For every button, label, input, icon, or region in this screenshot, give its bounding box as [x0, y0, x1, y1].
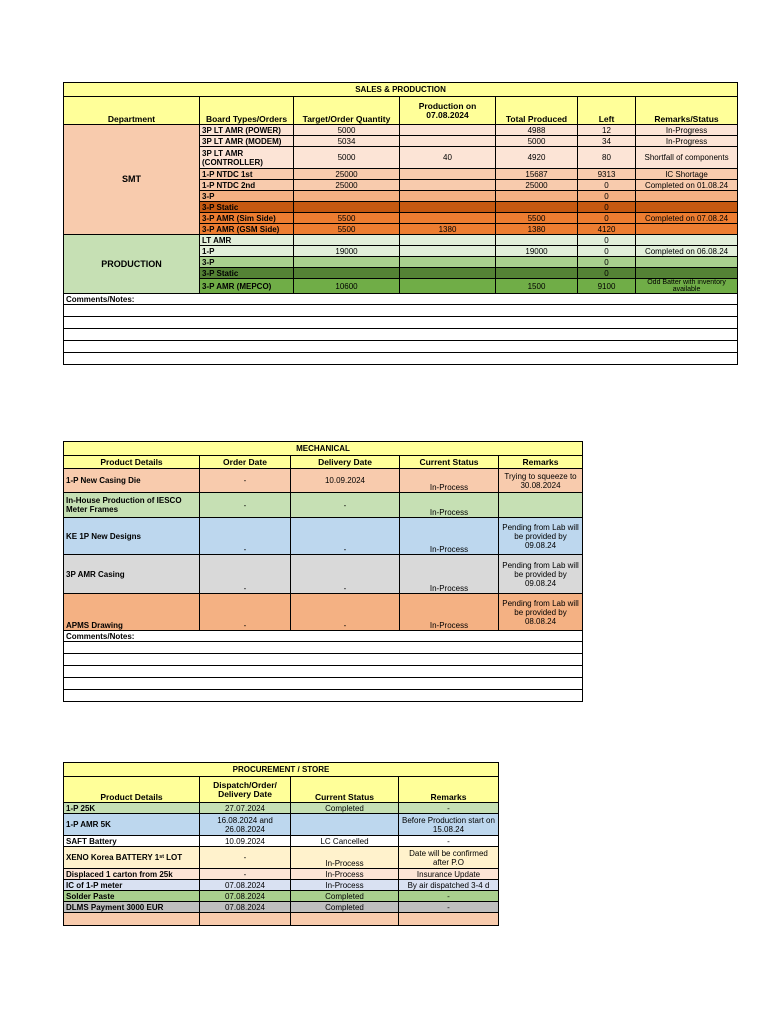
left-cell: 0	[578, 180, 636, 191]
remarks-cell: Insurance Update	[399, 869, 499, 880]
delivery-date-cell: 10.09.2024	[291, 469, 400, 493]
product-cell: APMS Drawing	[64, 594, 200, 631]
remarks-cell	[636, 224, 738, 235]
production-cell: 40	[400, 147, 496, 169]
column-header: Dispatch/Order/ Delivery Date	[200, 777, 291, 803]
column-header: Product Details	[64, 456, 200, 469]
order-date-cell: -	[200, 469, 291, 493]
status-cell: In-Process	[400, 594, 499, 631]
production-cell	[400, 136, 496, 147]
column-header: Current Status	[291, 777, 399, 803]
left-cell: 12	[578, 125, 636, 136]
board-type-cell: 3-P	[200, 191, 294, 202]
status-cell	[291, 814, 399, 836]
target-cell: 5500	[294, 224, 400, 235]
delivery-date-cell: -	[291, 594, 400, 631]
total-produced-cell	[496, 202, 578, 213]
date-cell: 07.08.2024	[200, 891, 291, 902]
left-cell: 9313	[578, 169, 636, 180]
status-cell: Completed	[291, 891, 399, 902]
target-cell: 5000	[294, 147, 400, 169]
production-cell	[400, 246, 496, 257]
sales-production-table	[63, 82, 738, 365]
remarks-cell: -	[399, 836, 499, 847]
target-cell	[294, 191, 400, 202]
column-header: Target/Order Quantity	[294, 97, 400, 125]
target-cell	[294, 235, 400, 246]
production-cell	[400, 279, 496, 294]
production-cell: 1380	[400, 224, 496, 235]
column-header: Left	[578, 97, 636, 125]
notes-cell[interactable]	[64, 341, 738, 353]
production-cell	[400, 125, 496, 136]
column-header: Production on 07.08.2024	[400, 97, 496, 125]
order-date-cell: -	[200, 594, 291, 631]
status-cell	[291, 913, 399, 926]
total-produced-cell	[496, 268, 578, 279]
left-cell: 0	[578, 202, 636, 213]
total-produced-cell: 4988	[496, 125, 578, 136]
target-cell	[294, 268, 400, 279]
table-row	[64, 493, 583, 518]
remarks-cell	[499, 493, 583, 518]
target-cell: 10600	[294, 279, 400, 294]
remarks-cell: Shortfall of components	[636, 147, 738, 169]
left-cell: 4120	[578, 224, 636, 235]
left-cell: 0	[578, 235, 636, 246]
notes-line[interactable]	[64, 678, 583, 690]
total-produced-cell: 5000	[496, 136, 578, 147]
notes-cell[interactable]	[64, 690, 583, 702]
table-row	[64, 555, 583, 594]
notes-cell[interactable]	[64, 353, 738, 365]
procurement-store-table	[63, 762, 499, 926]
notes-line[interactable]	[64, 341, 738, 353]
remarks-cell	[399, 913, 499, 926]
left-cell: 9100	[578, 279, 636, 294]
mechanical-table	[63, 441, 583, 702]
date-cell: 07.08.2024	[200, 880, 291, 891]
product-cell: In-House Production of IESCO Meter Frames	[64, 493, 200, 518]
product-cell: Solder Paste	[64, 891, 200, 902]
board-type-cell: LT AMR	[200, 235, 294, 246]
remarks-cell	[636, 191, 738, 202]
target-cell: 5000	[294, 125, 400, 136]
left-cell: 80	[578, 147, 636, 169]
notes-line[interactable]	[64, 690, 583, 702]
production-cell	[400, 213, 496, 224]
target-cell: 19000	[294, 246, 400, 257]
total-produced-cell: 1500	[496, 279, 578, 294]
column-header: Board Types/Orders	[200, 97, 294, 125]
board-type-cell: 1-P NTDC 1st	[200, 169, 294, 180]
comments-label: Comments/Notes:	[64, 294, 738, 305]
product-cell: IC of 1-P meter	[64, 880, 200, 891]
delivery-date-cell: -	[291, 493, 400, 518]
product-cell: 1-P AMR 5K	[64, 814, 200, 836]
target-cell: 25000	[294, 169, 400, 180]
production-cell	[400, 257, 496, 268]
remarks-cell: -	[399, 803, 499, 814]
remarks-cell: -	[399, 902, 499, 913]
table-row	[64, 803, 499, 814]
remarks-cell	[636, 235, 738, 246]
remarks-cell: IC Shortage	[636, 169, 738, 180]
column-header: Product Details	[64, 777, 200, 803]
target-cell: 5500	[294, 213, 400, 224]
remarks-cell: In-Progress	[636, 136, 738, 147]
comments-label: Comments/Notes:	[64, 631, 583, 642]
column-header: Department	[64, 97, 200, 125]
target-cell: 25000	[294, 180, 400, 191]
section-title: PROCUREMENT / STORE	[64, 763, 499, 777]
notes-line[interactable]	[64, 317, 738, 329]
board-type-cell: 3-P AMR (GSM Side)	[200, 224, 294, 235]
status-cell: Completed	[291, 902, 399, 913]
notes-line[interactable]	[64, 642, 583, 654]
column-header: Current Status	[400, 456, 499, 469]
board-type-cell: 3P LT AMR (POWER)	[200, 125, 294, 136]
notes-cell[interactable]	[64, 329, 738, 341]
notes-line[interactable]	[64, 305, 738, 317]
table-row	[64, 847, 499, 869]
notes-cell[interactable]	[64, 678, 583, 690]
notes-cell[interactable]	[64, 305, 738, 317]
board-type-cell: 1-P	[200, 246, 294, 257]
comments-row	[64, 294, 738, 305]
remarks-cell: Before Production start on 15.08.24	[399, 814, 499, 836]
board-type-cell: 3-P AMR (MEPCO)	[200, 279, 294, 294]
column-header: Remarks	[499, 456, 583, 469]
remarks-cell: Trying to squeeze to 30.08.2024	[499, 469, 583, 493]
left-cell: 0	[578, 213, 636, 224]
total-produced-cell: 5500	[496, 213, 578, 224]
total-produced-cell: 15687	[496, 169, 578, 180]
delivery-date-cell: -	[291, 518, 400, 555]
order-date-cell: -	[200, 518, 291, 555]
date-cell: 16.08.2024 and 26.08.2024	[200, 814, 291, 836]
column-header: Total Produced	[496, 97, 578, 125]
production-cell	[400, 202, 496, 213]
status-cell: LC Cancelled	[291, 836, 399, 847]
total-produced-cell	[496, 191, 578, 202]
table-row	[64, 902, 499, 913]
product-cell	[64, 913, 200, 926]
department-production: PRODUCTION	[64, 235, 200, 294]
production-cell	[400, 191, 496, 202]
table-row	[64, 869, 499, 880]
section-title: MECHANICAL	[64, 442, 583, 456]
remarks-cell: -	[399, 891, 499, 902]
notes-line[interactable]	[64, 353, 738, 365]
notes-line[interactable]	[64, 654, 583, 666]
date-cell: -	[200, 869, 291, 880]
remarks-cell: Date will be confirmed after P.O	[399, 847, 499, 869]
left-cell: 34	[578, 136, 636, 147]
date-cell: -	[200, 847, 291, 869]
column-header: Delivery Date	[291, 456, 400, 469]
status-cell: In-Process	[291, 880, 399, 891]
total-produced-cell: 4920	[496, 147, 578, 169]
remarks-cell: Completed on 01.08.24	[636, 180, 738, 191]
notes-cell[interactable]	[64, 317, 738, 329]
production-cell	[400, 169, 496, 180]
date-cell	[200, 913, 291, 926]
delivery-date-cell: -	[291, 555, 400, 594]
board-type-cell: 1-P NTDC 2nd	[200, 180, 294, 191]
board-type-cell: 3P LT AMR (CONTROLLER)	[200, 147, 294, 169]
remarks-cell: Pending from Lab will be provided by 09.08.24	[499, 555, 583, 594]
table-row	[64, 880, 499, 891]
target-cell	[294, 257, 400, 268]
date-cell: 07.08.2024	[200, 902, 291, 913]
product-cell: 1-P New Casing Die	[64, 469, 200, 493]
order-date-cell: -	[200, 493, 291, 518]
table-row	[64, 469, 583, 493]
table-row	[64, 814, 499, 836]
remarks-cell: Pending from Lab will be provided by 09.08.24	[499, 518, 583, 555]
total-produced-cell	[496, 257, 578, 268]
notes-cell[interactable]	[64, 642, 583, 654]
column-header: Order Date	[200, 456, 291, 469]
remarks-cell	[636, 257, 738, 268]
remarks-cell: Odd Batter with inventory available	[636, 279, 738, 294]
remarks-cell: Completed on 07.08.24	[636, 213, 738, 224]
total-produced-cell: 1380	[496, 224, 578, 235]
left-cell: 0	[578, 246, 636, 257]
production-cell	[400, 180, 496, 191]
remarks-cell	[636, 268, 738, 279]
status-cell: Completed	[291, 803, 399, 814]
status-cell: In-Process	[291, 869, 399, 880]
board-type-cell: 3-P Static	[200, 268, 294, 279]
product-cell: XENO Korea BATTERY 1ˢᵗ LOT	[64, 847, 200, 869]
total-produced-cell: 19000	[496, 246, 578, 257]
table-row	[64, 125, 738, 136]
notes-line[interactable]	[64, 329, 738, 341]
remarks-cell: Pending from Lab will be provided by 08.08.24	[499, 594, 583, 631]
status-cell: In-Process	[400, 493, 499, 518]
board-type-cell: 3-P	[200, 257, 294, 268]
notes-cell[interactable]	[64, 654, 583, 666]
board-type-cell: 3-P Static	[200, 202, 294, 213]
product-cell: 3P AMR Casing	[64, 555, 200, 594]
remarks-cell: Completed on 06.08.24	[636, 246, 738, 257]
table-row	[64, 594, 583, 631]
column-header: Remarks/Status	[636, 97, 738, 125]
left-cell: 0	[578, 191, 636, 202]
table-row	[64, 891, 499, 902]
date-cell: 27.07.2024	[200, 803, 291, 814]
board-type-cell: 3-P AMR (Sim Side)	[200, 213, 294, 224]
status-cell: In-Process	[400, 518, 499, 555]
department-smt: SMT	[64, 125, 200, 235]
left-cell: 0	[578, 257, 636, 268]
left-cell: 0	[578, 268, 636, 279]
remarks-cell: By air dispatched 3-4 d	[399, 880, 499, 891]
table-row	[64, 518, 583, 555]
product-cell: Displaced 1 carton from 25k	[64, 869, 200, 880]
production-cell	[400, 235, 496, 246]
status-cell: In-Process	[291, 847, 399, 869]
board-type-cell: 3P LT AMR (MODEM)	[200, 136, 294, 147]
product-cell: SAFT Battery	[64, 836, 200, 847]
remarks-cell: In-Progress	[636, 125, 738, 136]
table-row	[64, 836, 499, 847]
total-produced-cell: 25000	[496, 180, 578, 191]
date-cell: 10.09.2024	[200, 836, 291, 847]
section-title: SALES & PRODUCTION	[64, 83, 738, 97]
target-cell: 5034	[294, 136, 400, 147]
table-row	[64, 235, 738, 246]
notes-line[interactable]	[64, 666, 583, 678]
production-cell	[400, 268, 496, 279]
order-date-cell: -	[200, 555, 291, 594]
target-cell	[294, 202, 400, 213]
comments-row	[64, 631, 583, 642]
product-cell: KE 1P New Designs	[64, 518, 200, 555]
notes-cell[interactable]	[64, 666, 583, 678]
column-header: Remarks	[399, 777, 499, 803]
status-cell: In-Process	[400, 555, 499, 594]
table-row	[64, 913, 499, 926]
total-produced-cell	[496, 235, 578, 246]
remarks-cell	[636, 202, 738, 213]
product-cell: DLMS Payment 3000 EUR	[64, 902, 200, 913]
product-cell: 1-P 25K	[64, 803, 200, 814]
status-cell: In-Process	[400, 469, 499, 493]
